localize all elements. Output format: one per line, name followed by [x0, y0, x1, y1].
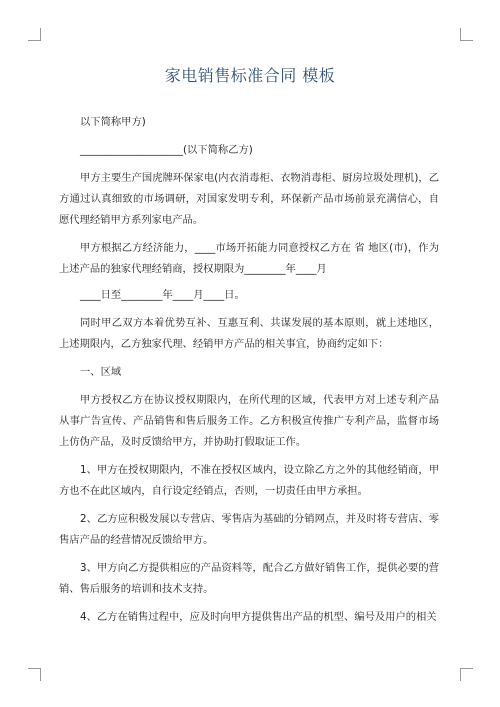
authorization-paragraph: 甲方根据乙方经济能力，____市场开拓能力同意授权乙方在 省 地区(市)，作为上述产品的独家代理经销商，授权期限为________年____月: [59, 242, 439, 275]
crop-mark-bottom-right: [460, 668, 473, 681]
clause-3: 3、甲方向乙方提供相应的产品资料等，配合乙方做好销售工作，提供必要的营销、售后服务的培训和技术支持。: [59, 562, 439, 595]
principles-paragraph: 同时甲乙双方本着优势互补、互惠互利、共谋发展的基本原则，就上述地区，上述期限内，乙方独家代理、经销甲方产品的相关事宜，协商约定如下：: [59, 317, 439, 350]
crop-mark-top-right: [460, 28, 473, 41]
document-title: 家电销售标准合同 模板: [164, 66, 336, 85]
clause-2: 2、乙方应积极发展以专营店、零售店为基础的分销网点，并及时将专营店、零售店产品的经营情况反馈给甲方。: [59, 513, 439, 546]
intro-paragraph: 甲方主要生产国虎牌环保家电(内衣消毒柜、衣物消毒柜、厨房垃圾处理机)，乙方通过认真细致的市场调研，对国家发明专利，环保新产品市场前景充满信心，自愿代理经销甲方系列家电产品。: [59, 172, 439, 226]
crop-mark-top-left: [28, 28, 41, 41]
party-b-line: ____________________(以下简称乙方): [80, 144, 253, 156]
crop-mark-bottom-left: [28, 668, 41, 681]
authorization-period-line: ____日至________年____月____日。: [80, 289, 245, 301]
section-heading-region: 一、区域: [80, 366, 122, 378]
region-paragraph: 甲方授权乙方在协议授权期限内，在所代理的区域，代表甲方对上述专利产品从事广告宣传、产品销售和售后服务工作。乙方积极宣传推广专利产品，监督市场上仿伪产品，及时反馈给甲方，并协助打假取证工作。: [59, 394, 439, 448]
document-body: [59, 112, 439, 635]
clause-1: 1、甲方在授权期限内，不准在授权区域内，设立除乙方之外的其他经销商，甲方也不在此区域内，自行设定经销点，否则，一切责任由甲方承担。: [59, 464, 439, 497]
party-a-line: 以下简称甲方): [80, 116, 146, 128]
clause-4: 4、乙方在销售过程中，应及时向甲方提供售出产品的机型、编号及用户的相关: [80, 611, 437, 623]
